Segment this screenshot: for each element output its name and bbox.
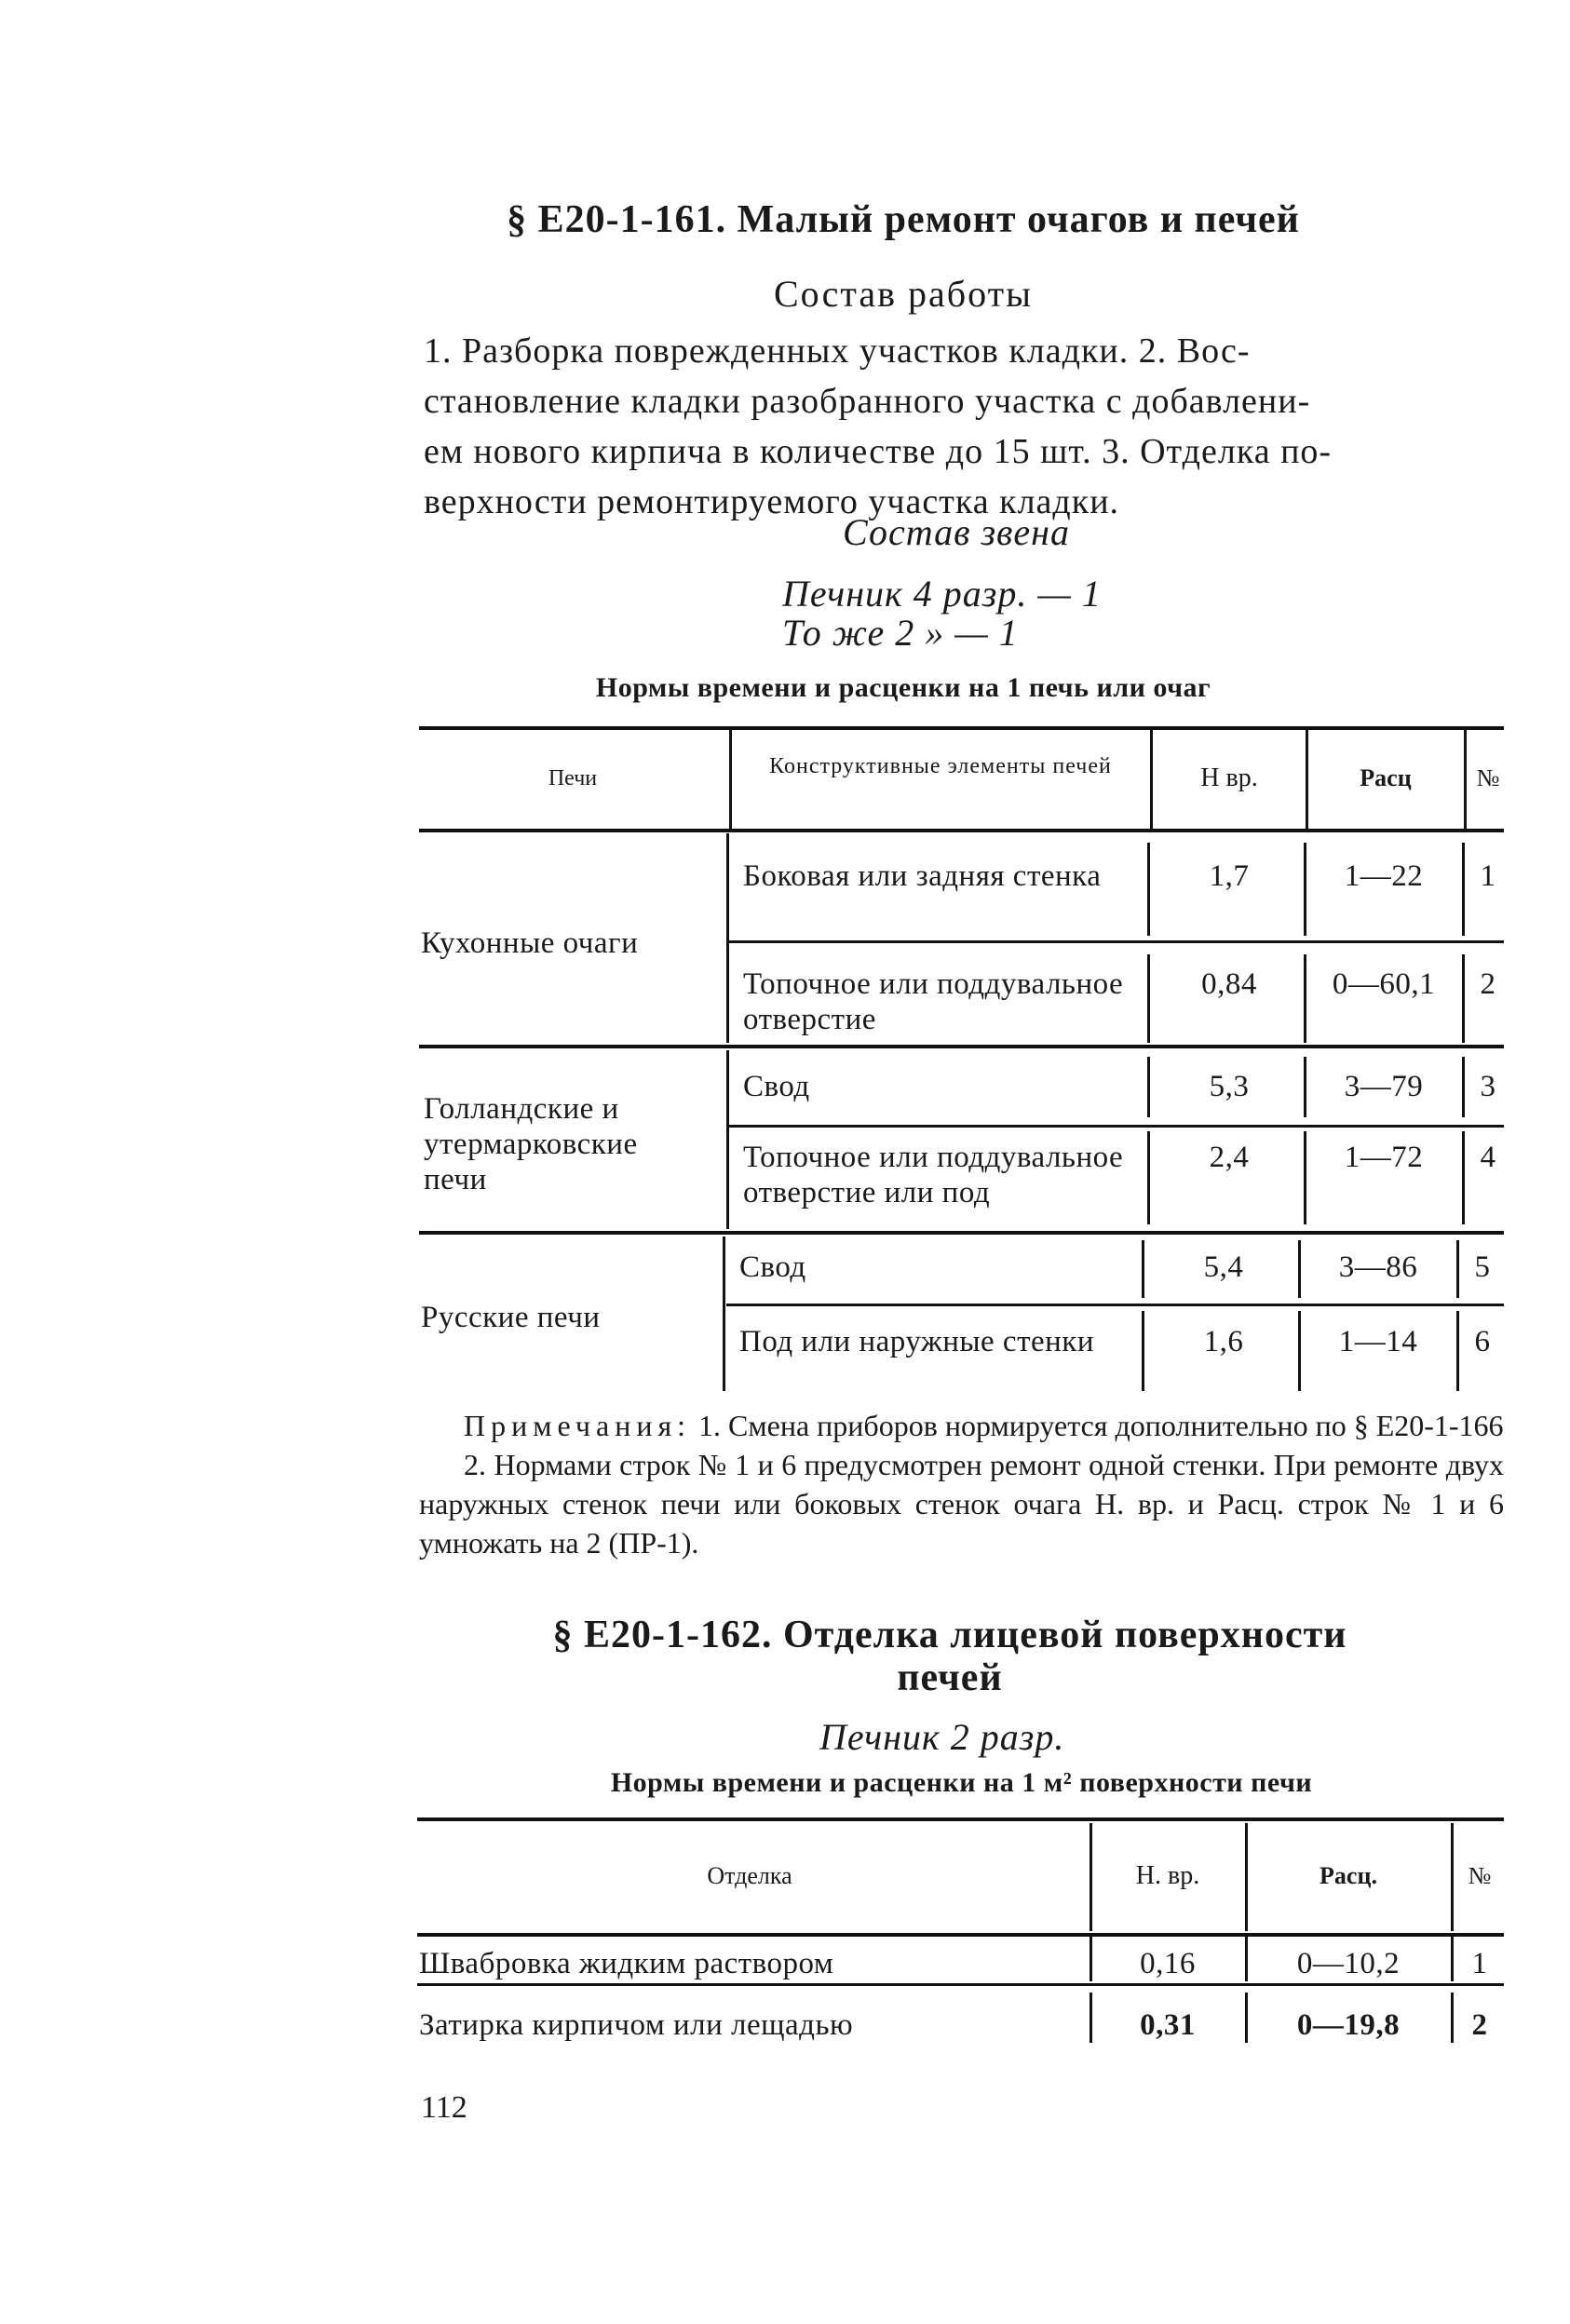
table-row-element: Топочное или поддувальное отверстие bbox=[743, 967, 1124, 1036]
col-rule bbox=[1451, 1823, 1454, 1931]
col-rule bbox=[1147, 1057, 1150, 1117]
table-row-element: Свод bbox=[739, 1250, 806, 1284]
section2-crew: Печник 2 разр. bbox=[819, 1716, 1065, 1758]
table-row-num: 2 bbox=[1471, 2008, 1488, 2042]
table-row-element: Свод bbox=[743, 1070, 810, 1103]
col-rule bbox=[1142, 1311, 1144, 1391]
header-finish: Отделка bbox=[707, 1862, 792, 1889]
col-rule bbox=[1304, 1057, 1306, 1117]
table-row-norm: 1,6 bbox=[1203, 1325, 1244, 1358]
note-1 bbox=[419, 1406, 1504, 1445]
work-line: верхности ремонтируемого участка кладки. bbox=[424, 482, 1120, 521]
table-row-rate: 0—60,1 bbox=[1332, 967, 1436, 1001]
header-rate: Расц. bbox=[1320, 1862, 1377, 1889]
table-row-rate: 1—72 bbox=[1344, 1141, 1424, 1174]
table-rule bbox=[417, 1817, 1504, 1821]
table-row-rate: 1—22 bbox=[1344, 859, 1424, 893]
col-rule bbox=[726, 1050, 729, 1229]
col-rule bbox=[1464, 730, 1467, 831]
table-rule bbox=[419, 1231, 1504, 1235]
table-row-finish: Швабровка жидким раствором bbox=[419, 1947, 834, 1980]
row-rule bbox=[726, 1304, 1504, 1306]
table-row-element: Топочное или поддувальное отверстие или под bbox=[743, 1141, 1124, 1209]
header-rate: Расц bbox=[1360, 764, 1412, 791]
col-rule bbox=[1304, 1131, 1306, 1224]
row-rule bbox=[726, 1125, 1504, 1128]
col-rule bbox=[1298, 1311, 1301, 1391]
col-rule bbox=[1298, 1240, 1301, 1298]
table-row-num: 4 bbox=[1480, 1141, 1496, 1174]
header-stoves: Печи bbox=[548, 766, 598, 790]
table-row-num: 5 bbox=[1474, 1250, 1491, 1284]
table-rule bbox=[419, 1045, 1504, 1048]
page-number: 112 bbox=[421, 2090, 467, 2125]
table-row-norm: 1,7 bbox=[1209, 859, 1250, 893]
table-rule bbox=[417, 1933, 1504, 1937]
work-description bbox=[424, 326, 1504, 527]
col-rule bbox=[1090, 1993, 1092, 2043]
crew-heading: Состав звена bbox=[843, 511, 1071, 553]
section2-title-line2: печей bbox=[897, 1656, 1003, 1699]
table-row-norm: 0,84 bbox=[1201, 967, 1257, 1001]
crew-line: То же 2 » — 1 bbox=[782, 612, 1019, 654]
note-1-text: 1. Смена приборов нормируется дополнительно по § Е20-1-166 bbox=[698, 1409, 1504, 1442]
col-rule bbox=[723, 1236, 725, 1391]
table-rule bbox=[419, 726, 1504, 730]
col-rule bbox=[1451, 1937, 1454, 1981]
row-rule bbox=[417, 1983, 1504, 1986]
header-num: № bbox=[1468, 1862, 1492, 1889]
header-norm: Н вр. bbox=[1200, 763, 1258, 792]
col-rule bbox=[1147, 1131, 1150, 1224]
col-rule bbox=[1090, 1823, 1092, 1931]
col-rule bbox=[1090, 1937, 1092, 1981]
col-rule bbox=[729, 730, 732, 831]
col-rule bbox=[1456, 1311, 1459, 1391]
table-rule bbox=[419, 829, 1504, 832]
col-rule bbox=[1462, 1057, 1465, 1117]
section-title: § Е20-1-161. Малый ремонт очагов и печей bbox=[507, 198, 1300, 241]
col-rule bbox=[726, 833, 729, 1043]
table-row-norm: 5,4 bbox=[1203, 1250, 1244, 1284]
table-row-rate: 0—10,2 bbox=[1296, 1947, 1401, 1980]
col-rule bbox=[1245, 1823, 1248, 1931]
table-row-rate: 1—14 bbox=[1338, 1325, 1418, 1358]
col-rule bbox=[1451, 1993, 1454, 2043]
table-row-rate: 3—86 bbox=[1338, 1250, 1418, 1284]
table-row-num: 6 bbox=[1474, 1325, 1491, 1358]
table-row-finish: Затирка кирпичом или лещадью bbox=[419, 2008, 854, 2042]
table-row-rate: 3—79 bbox=[1344, 1070, 1424, 1103]
table-row-norm: 0,31 bbox=[1140, 2008, 1196, 2042]
col-rule bbox=[1304, 843, 1306, 936]
work-line: 1. Разборка поврежденных участков кладки. 2. Вос- bbox=[424, 331, 1251, 371]
col-rule bbox=[1245, 1937, 1248, 1981]
col-rule bbox=[1462, 954, 1465, 1043]
group-dutch: Голландские и утермарковские печи bbox=[424, 1092, 638, 1196]
work-heading: Состав работы bbox=[774, 273, 1033, 315]
table-row-norm: 5,3 bbox=[1209, 1070, 1250, 1103]
col-rule bbox=[1306, 730, 1308, 831]
table-row-num: 1 bbox=[1471, 1947, 1488, 1980]
header-elements: Конструктивные элементы печей bbox=[769, 754, 1112, 778]
notes bbox=[419, 1406, 1504, 1562]
col-rule bbox=[1462, 1131, 1465, 1224]
col-rule bbox=[1462, 843, 1465, 936]
notes-label: Примечания: bbox=[464, 1409, 692, 1442]
table-row-element: Под или наружные стенки bbox=[739, 1325, 1094, 1358]
table-row-num: 3 bbox=[1480, 1070, 1496, 1103]
header-num: № bbox=[1476, 764, 1500, 791]
table-row-norm: 0,16 bbox=[1140, 1947, 1196, 1980]
table-caption: Нормы времени и расценки на 1 печь или очаг bbox=[595, 672, 1211, 703]
header-norm: Н. вр. bbox=[1135, 1861, 1200, 1890]
section2-table-caption: Нормы времени и расценки на 1 м² поверхности печи bbox=[610, 1767, 1313, 1798]
table-row-rate: 0—19,8 bbox=[1296, 2008, 1401, 2042]
group-kitchen: Кухонные очаги bbox=[421, 926, 639, 960]
col-rule bbox=[1150, 730, 1153, 831]
note-2: 2. Нормами строк № 1 и 6 предусмотрен ремонт одной стенки. При ремонте двух наружных стенок печи или боковых стенок очага Н. вр. и Расц. строк № 1 и 6 умножать на 2 (ПР-1). bbox=[419, 1448, 1504, 1560]
table-row-norm: 2,4 bbox=[1209, 1141, 1250, 1174]
row-rule bbox=[726, 940, 1504, 943]
col-rule bbox=[1142, 1240, 1144, 1298]
work-line: ем нового кирпича в количестве до 15 шт. 3. Отделка по- bbox=[424, 432, 1333, 471]
group-russian: Русские печи bbox=[421, 1301, 601, 1334]
col-rule bbox=[1147, 843, 1150, 936]
table-row-num: 1 bbox=[1480, 859, 1496, 893]
crew-line: Печник 4 разр. — 1 bbox=[782, 573, 1102, 615]
section2-title-line1: § Е20-1-162. Отделка лицевой поверхности bbox=[552, 1614, 1347, 1656]
col-rule bbox=[1456, 1240, 1459, 1298]
col-rule bbox=[1147, 954, 1150, 1043]
work-line: становление кладки разобранного участка с добавлени- bbox=[424, 382, 1311, 421]
col-rule bbox=[1304, 954, 1306, 1043]
table-row-element: Боковая или задняя стенка bbox=[743, 859, 1102, 893]
table-row-num: 2 bbox=[1480, 967, 1496, 1001]
col-rule bbox=[1245, 1993, 1248, 2043]
